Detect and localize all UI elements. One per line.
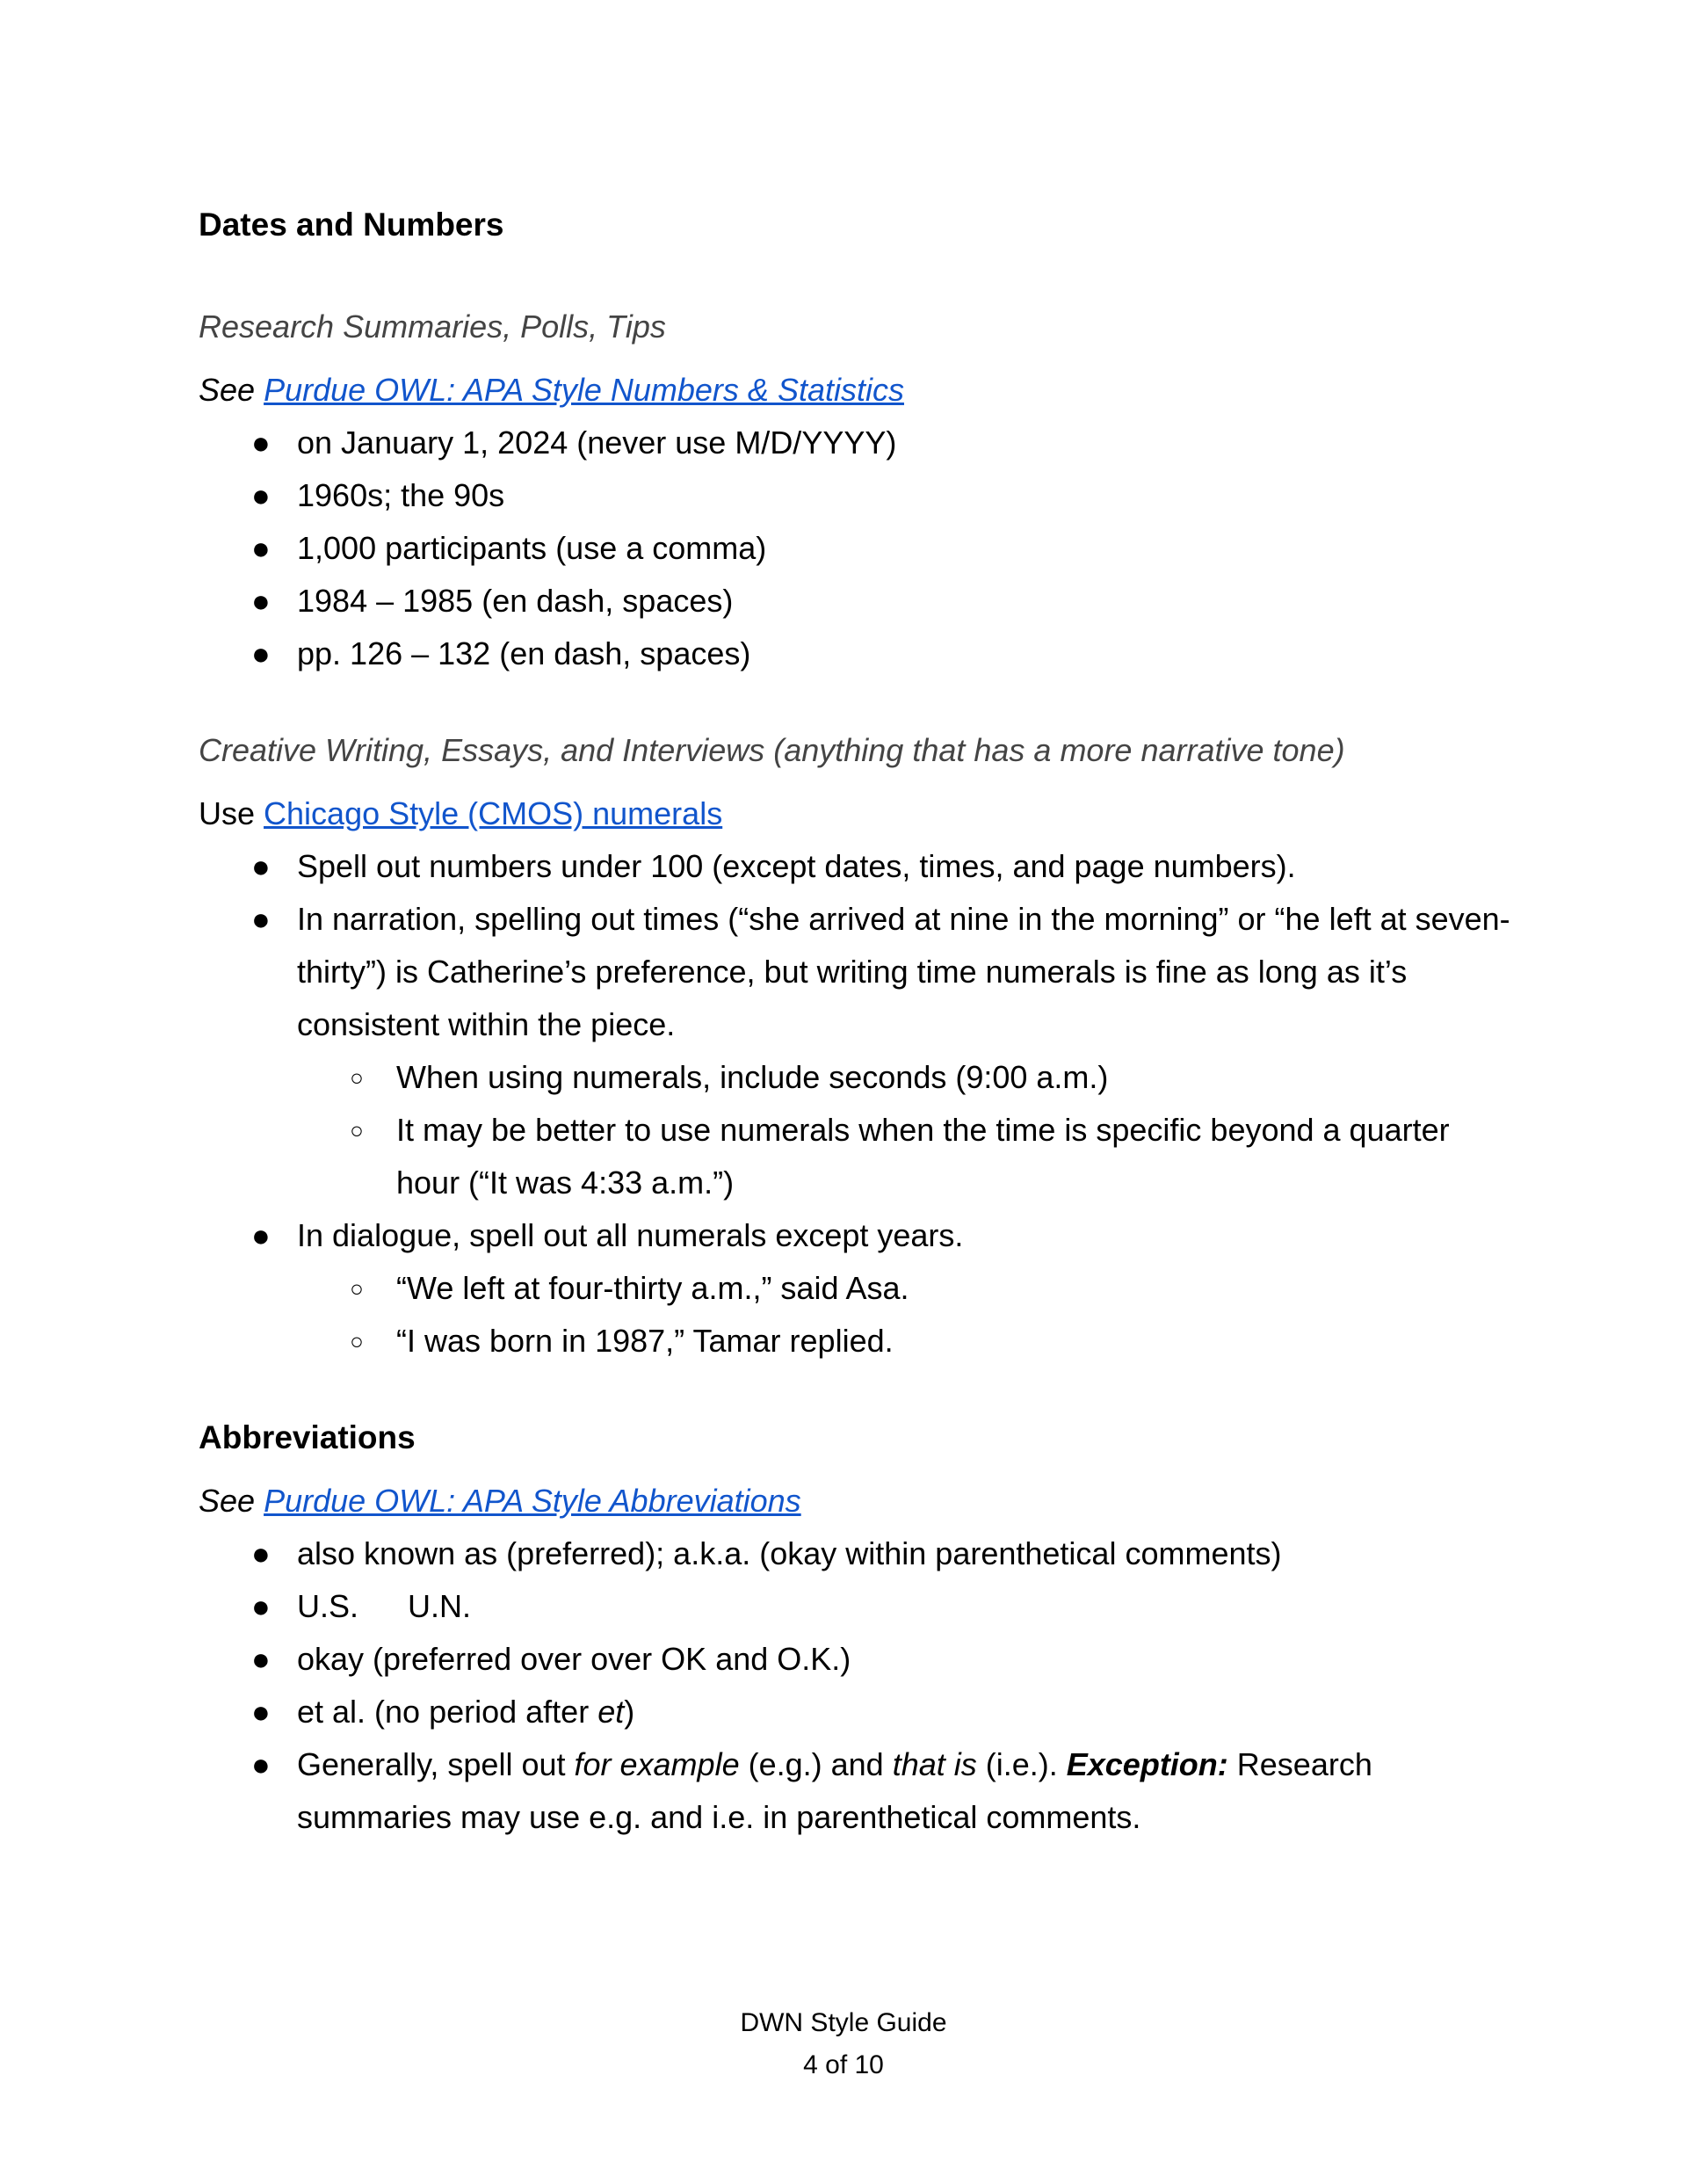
sub-list-item: ○ It may be better to use numerals when the time is specific beyond a quarter hour (“It was 4:33 a.m.”) (297, 1104, 1517, 1209)
list-item: ● In narration, spelling out times (“she arrived at nine in the morning” or “he left at seven-thirty”) is Catherine’s preference, but writing time numerals is fine as long as it’s consistent within the piece. ○ When using numerals, include seconds (9:00 a.m.) ○ It may be better to use numerals when the time is specific beyond a quarter hour (“It was 4:33 a.m.”) (199, 893, 1517, 1209)
abbrev-see-line (199, 1475, 1517, 1527)
sub-list-item: ○ “We left at four-thirty a.m.,” said Asa. (297, 1262, 1517, 1315)
bullet-icon: ● (251, 635, 271, 671)
see-prefix: See (199, 1483, 264, 1519)
list-item: ● 1984 – 1985 (en dash, spaces) (199, 575, 1517, 628)
circle-bullet-icon: ○ (350, 1275, 364, 1302)
list-item: ● In dialogue, spell out all numerals except years. ○ “We left at four-thirty a.m.,” said Asa. ○ “I was born in 1987,” Tamar replied. (199, 1209, 1517, 1368)
dates-numbers-heading: Dates and Numbers (199, 207, 504, 243)
use-prefix: Use (199, 795, 264, 831)
see-prefix: See (199, 372, 264, 408)
list-item: ● Spell out numbers under 100 (except dates, times, and page numbers). (199, 840, 1517, 893)
dialogue-sublist (297, 1262, 1517, 1368)
creative-list (199, 840, 1517, 1368)
creative-subheading: Creative Writing, Essays, and Interviews (anything that has a more narrative tone) (199, 732, 1345, 768)
page-content (199, 199, 1517, 1844)
abbrev-list (199, 1527, 1517, 1844)
page-number: 4 of 10 (803, 2050, 884, 2079)
list-item: ● pp. 126 – 132 (en dash, spaces) (199, 628, 1517, 680)
bullet-icon: ● (251, 583, 271, 619)
list-item: ● okay (preferred over over OK and O.K.) (199, 1633, 1517, 1686)
bullet-icon: ● (251, 848, 271, 884)
bullet-icon: ● (251, 1535, 271, 1571)
bullet-icon: ● (251, 1588, 271, 1624)
bullet-icon: ● (251, 1694, 271, 1730)
bullet-icon: ● (251, 901, 271, 937)
cmos-numerals-link[interactable]: Chicago Style (CMOS) numerals (264, 795, 723, 831)
abbreviations-heading: Abbreviations (199, 1419, 416, 1455)
apa-numbers-link[interactable]: Purdue OWL: APA Style Numbers & Statistics (264, 372, 904, 408)
footer-title: DWN Style Guide (740, 2008, 947, 2037)
sub-list-item: ○ When using numerals, include seconds (9:00 a.m.) (297, 1051, 1517, 1104)
circle-bullet-icon: ○ (350, 1117, 364, 1143)
creative-use-line (199, 787, 1517, 840)
apa-abbreviations-link[interactable]: Purdue OWL: APA Style Abbreviations (264, 1483, 801, 1519)
circle-bullet-icon: ○ (350, 1328, 364, 1354)
research-subheading: Research Summaries, Polls, Tips (199, 308, 666, 345)
bullet-icon: ● (251, 1217, 271, 1253)
bullet-icon: ● (251, 530, 271, 566)
list-item: ● Generally, spell out for example (e.g.) and that is (i.e.). Exception: Research summaries may use e.g. and i.e. in parenthetical comments. (199, 1738, 1517, 1844)
research-list (199, 417, 1517, 680)
list-item: ● et al. (no period after et) (199, 1686, 1517, 1738)
bullet-icon: ● (251, 424, 271, 461)
list-item: ● U.S. U.N. (199, 1580, 1517, 1633)
bullet-icon: ● (251, 1641, 271, 1677)
research-see-line (199, 364, 1517, 417)
list-item: ● 1,000 participants (use a comma) (199, 522, 1517, 575)
bullet-icon: ● (251, 1746, 271, 1782)
list-item: ● 1960s; the 90s (199, 469, 1517, 522)
narration-sublist (297, 1051, 1517, 1209)
sub-list-item: ○ “I was born in 1987,” Tamar replied. (297, 1315, 1517, 1368)
list-item: ● also known as (preferred); a.k.a. (okay within parenthetical comments) (199, 1527, 1517, 1580)
circle-bullet-icon: ○ (350, 1064, 364, 1091)
list-item: ● on January 1, 2024 (never use M/D/YYYY) (199, 417, 1517, 469)
bullet-icon: ● (251, 477, 271, 513)
